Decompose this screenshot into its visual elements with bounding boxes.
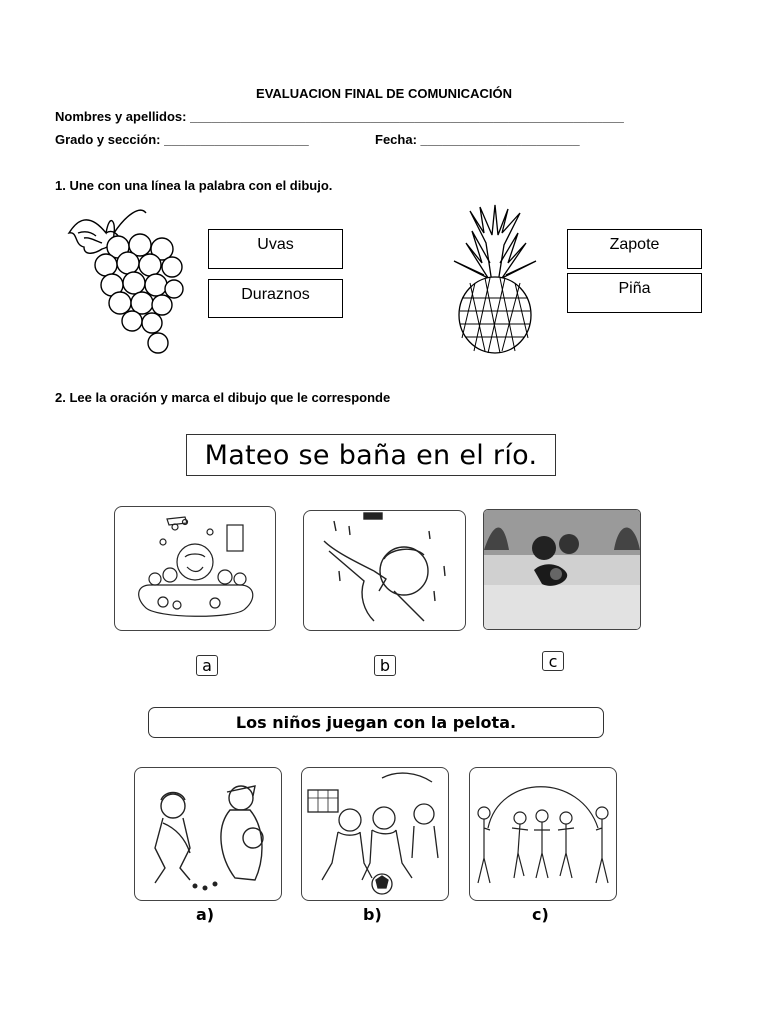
- word-box-uvas: Uvas: [208, 229, 343, 269]
- word-box-duraznos: Duraznos: [208, 279, 343, 318]
- name-field[interactable]: Nombres y apellidos: ____________________________________________________________: [55, 109, 624, 124]
- section2-heading: 2. Lee la oración y marca el dibujo que le corresponde: [55, 390, 391, 405]
- option-a-label[interactable]: a): [196, 905, 215, 924]
- word-box-pina: Piña: [567, 273, 702, 313]
- sentence-2-box: Los niños juegan con la pelota.: [148, 707, 604, 738]
- option-b-label[interactable]: b): [363, 905, 382, 924]
- word-box-zapote: Zapote: [567, 229, 702, 269]
- option-c-checkbox[interactable]: c: [542, 651, 564, 671]
- option-b-checkbox[interactable]: b: [374, 655, 396, 676]
- option-image-soccer[interactable]: [301, 767, 449, 901]
- option-a-checkbox[interactable]: a: [196, 655, 218, 676]
- option-image-bathing[interactable]: [114, 506, 276, 631]
- section1-heading: 1. Une con una línea la palabra con el dibujo.: [55, 178, 333, 193]
- date-field[interactable]: Fecha: ______________________: [375, 132, 580, 147]
- sentence-1-box: Mateo se baña en el río.: [186, 434, 556, 476]
- option-image-jumprope[interactable]: [469, 767, 617, 901]
- option-image-river[interactable]: [483, 509, 641, 630]
- option-c-label[interactable]: c): [532, 905, 549, 924]
- worksheet-title: EVALUACION FINAL DE COMUNICACIÓN: [256, 86, 512, 101]
- option-image-shower[interactable]: [303, 510, 466, 631]
- grade-field[interactable]: Grado y sección: ____________________: [55, 132, 309, 147]
- pineapple-image: [440, 203, 550, 358]
- option-image-marbles[interactable]: [134, 767, 282, 901]
- grapes-image: [66, 203, 186, 358]
